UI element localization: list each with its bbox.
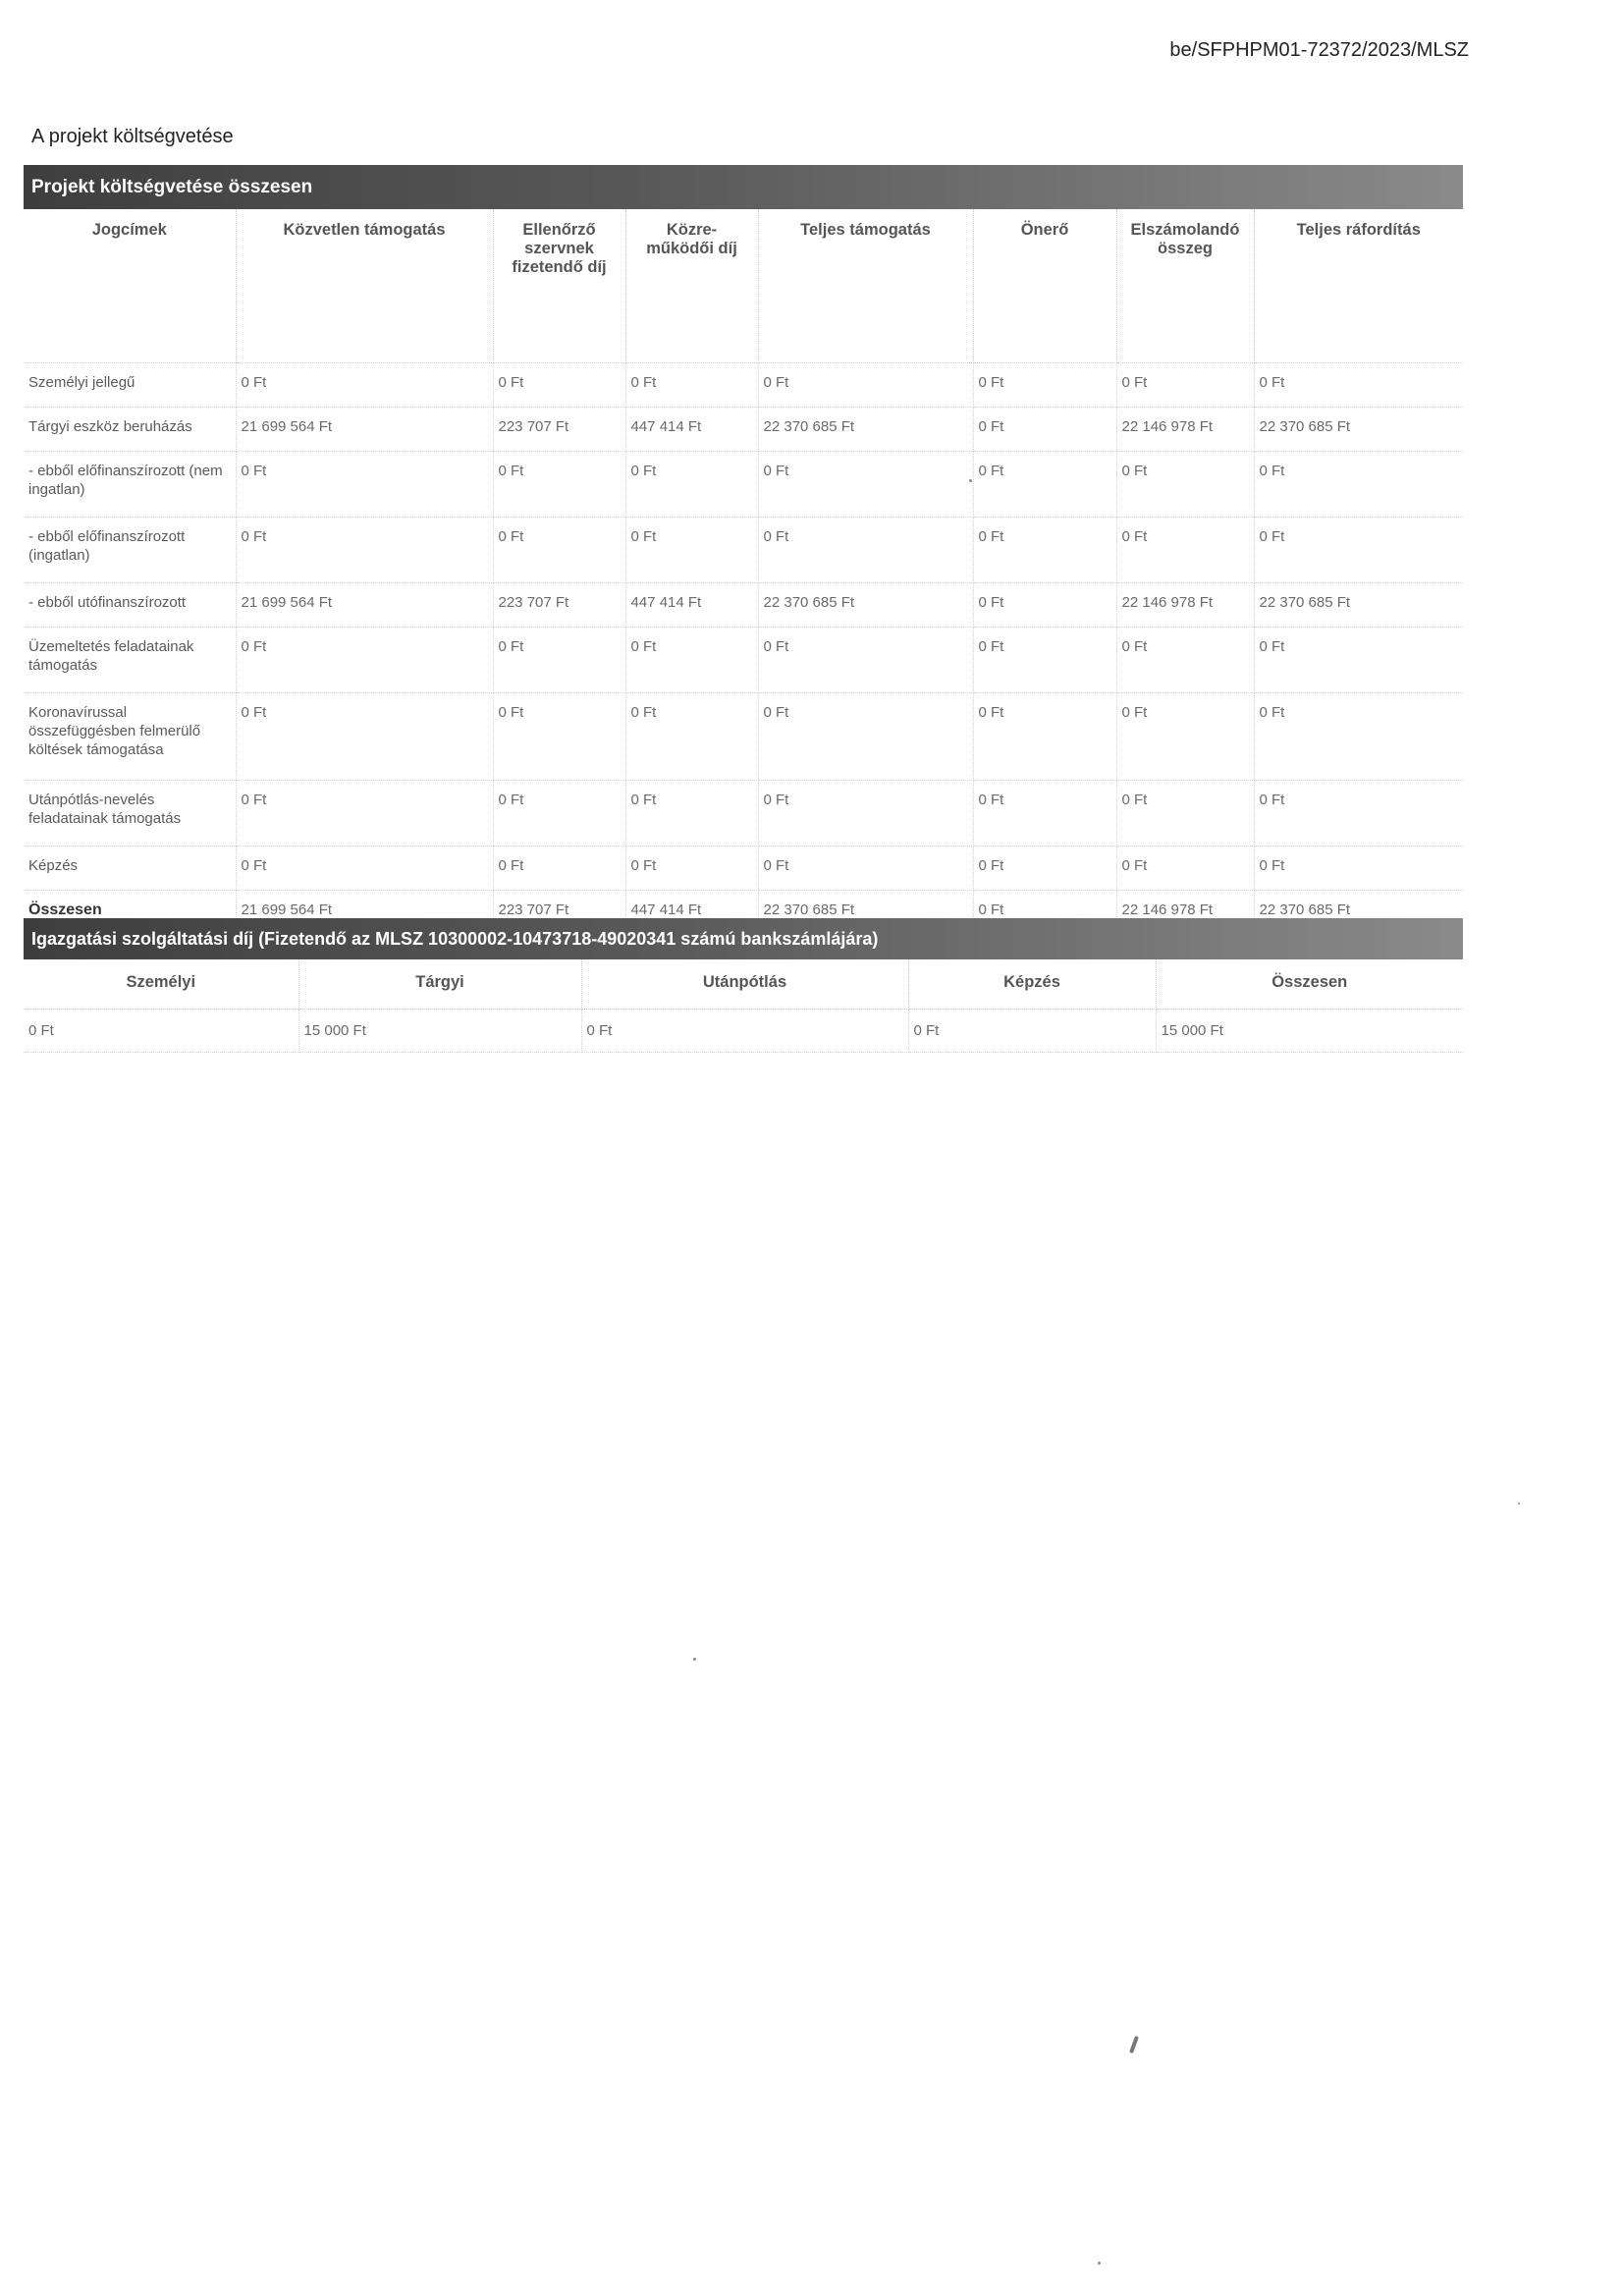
document-id: be/SFPHPM01-72372/2023/MLSZ <box>1169 39 1469 61</box>
row-label: Utánpótlás-nevelés feladatainak támogatás <box>24 780 236 846</box>
table-cell: 0 Ft <box>625 846 758 890</box>
row-label: - ebből utófinanszírozott <box>24 582 236 627</box>
table-cell: 0 Ft <box>758 362 973 407</box>
budget-header-row <box>24 209 1463 362</box>
table-cell: 0 Ft <box>493 780 625 846</box>
table-cell: 447 414 Ft <box>625 407 758 451</box>
table-cell: 0 Ft <box>1116 780 1254 846</box>
table-cell: 0 Ft <box>1116 517 1254 582</box>
table-cell: 22 370 685 Ft <box>1254 582 1463 627</box>
fee-szemelyi-value: 0 Ft <box>24 1009 298 1052</box>
header-teljes-raforditas: Teljes ráfordítás <box>1254 209 1463 362</box>
row-label: Koronavírussal összefüggésben felmerülő költések támogatása <box>24 692 236 780</box>
table-cell: 0 Ft <box>758 692 973 780</box>
header-szemelyi: Személyi <box>24 959 298 1009</box>
table-cell: 0 Ft <box>973 407 1116 451</box>
fee-targyi-value: 15 000 Ft <box>298 1009 581 1052</box>
table-cell: 0 Ft <box>758 517 973 582</box>
budget-band-title: Projekt költségvetése összesen <box>24 165 1463 209</box>
row-label: - ebből előfinanszírozott (nem ingatlan) <box>24 451 236 517</box>
table-cell: 0 Ft <box>1116 846 1254 890</box>
header-targyi: Tárgyi <box>298 959 581 1009</box>
table-cell: 0 Ft <box>625 627 758 692</box>
table-cell: 0 Ft <box>1254 451 1463 517</box>
fee-header-row <box>24 959 1463 1009</box>
table-cell: 0 Ft <box>973 780 1116 846</box>
scan-speck <box>1518 1503 1520 1504</box>
table-cell: 22 146 978 Ft <box>1116 890 1254 934</box>
table-cell: 0 Ft <box>1254 627 1463 692</box>
table-cell: 0 Ft <box>493 517 625 582</box>
table-cell: 22 370 685 Ft <box>1254 890 1463 934</box>
fee-band-title: Igazgatási szolgáltatási díj (Fizetendő az MLSZ 10300002-10473718-49020341 számú bankszámlájára) <box>24 918 1463 959</box>
table-cell: 0 Ft <box>1116 451 1254 517</box>
table-cell: 0 Ft <box>1254 362 1463 407</box>
header-teljes-tamogatas: Teljes támogatás <box>758 209 973 362</box>
table-cell: 0 Ft <box>1254 517 1463 582</box>
table-cell: 0 Ft <box>973 846 1116 890</box>
table-cell: 0 Ft <box>758 627 973 692</box>
header-kepzes: Képzés <box>908 959 1156 1009</box>
row-label: Személyi jellegű <box>24 362 236 407</box>
header-onero: Önerő <box>973 209 1116 362</box>
table-cell: 0 Ft <box>236 692 493 780</box>
table-row <box>24 582 1463 627</box>
table-cell: 0 Ft <box>973 582 1116 627</box>
table-cell: 0 Ft <box>625 451 758 517</box>
table-cell: 0 Ft <box>973 362 1116 407</box>
scan-speck <box>1129 2036 1139 2053</box>
table-row <box>24 517 1463 582</box>
header-ellenorzo-dij: Ellenőrző szervnek fizetendő díj <box>493 209 625 362</box>
table-cell: 0 Ft <box>236 517 493 582</box>
table-cell: 0 Ft <box>493 451 625 517</box>
budget-table <box>24 209 1463 935</box>
table-cell: 223 707 Ft <box>493 407 625 451</box>
budget-summary-section <box>24 165 1463 935</box>
header-jogcimek: Jogcímek <box>24 209 236 362</box>
section-title: A projekt költségvetése <box>31 126 234 147</box>
table-cell: 0 Ft <box>236 362 493 407</box>
row-label: Képzés <box>24 846 236 890</box>
table-cell: 0 Ft <box>1116 627 1254 692</box>
table-cell: 0 Ft <box>973 890 1116 934</box>
table-cell: 22 370 685 Ft <box>758 890 973 934</box>
table-row <box>24 451 1463 517</box>
table-cell: 0 Ft <box>973 627 1116 692</box>
table-cell: 447 414 Ft <box>625 582 758 627</box>
table-cell: 21 699 564 Ft <box>236 890 493 934</box>
fee-kepzes-value: 0 Ft <box>908 1009 1156 1052</box>
table-cell: 22 146 978 Ft <box>1116 407 1254 451</box>
table-row <box>24 846 1463 890</box>
table-cell: 0 Ft <box>625 362 758 407</box>
table-cell: 0 Ft <box>758 846 973 890</box>
row-label: Üzemeltetés feladatainak támogatás <box>24 627 236 692</box>
row-label: Összesen <box>24 890 236 934</box>
header-elszamolando-osszeg: Elszámolandó összeg <box>1116 209 1254 362</box>
table-cell: 21 699 564 Ft <box>236 582 493 627</box>
table-cell: 0 Ft <box>236 846 493 890</box>
table-cell: 0 Ft <box>493 846 625 890</box>
table-row <box>24 1009 1463 1052</box>
table-row <box>24 780 1463 846</box>
table-cell: 22 146 978 Ft <box>1116 582 1254 627</box>
table-cell: 0 Ft <box>625 517 758 582</box>
table-cell: 0 Ft <box>493 627 625 692</box>
table-cell: 0 Ft <box>1254 692 1463 780</box>
row-label: - ebből előfinanszírozott (ingatlan) <box>24 517 236 582</box>
table-cell: 0 Ft <box>1116 362 1254 407</box>
administrative-fee-section <box>24 918 1463 1053</box>
table-row <box>24 692 1463 780</box>
table-cell: 21 699 564 Ft <box>236 407 493 451</box>
table-cell: 0 Ft <box>1116 692 1254 780</box>
table-row <box>24 627 1463 692</box>
fee-osszesen-value: 15 000 Ft <box>1156 1009 1463 1052</box>
table-cell: 0 Ft <box>625 780 758 846</box>
fee-table <box>24 959 1463 1053</box>
table-cell: 22 370 685 Ft <box>758 407 973 451</box>
table-cell: 0 Ft <box>973 517 1116 582</box>
row-label: Tárgyi eszköz beruházás <box>24 407 236 451</box>
table-cell: 0 Ft <box>758 780 973 846</box>
table-cell: 0 Ft <box>493 362 625 407</box>
scan-speck <box>693 1658 696 1661</box>
table-cell: 22 370 685 Ft <box>1254 407 1463 451</box>
scan-speck <box>1098 2262 1101 2265</box>
table-cell: 0 Ft <box>236 780 493 846</box>
table-cell: 447 414 Ft <box>625 890 758 934</box>
table-cell: 0 Ft <box>1254 780 1463 846</box>
table-cell: 223 707 Ft <box>493 890 625 934</box>
header-osszesen: Összesen <box>1156 959 1463 1009</box>
table-cell: 0 Ft <box>493 692 625 780</box>
table-cell: 22 370 685 Ft <box>758 582 973 627</box>
table-cell: 0 Ft <box>973 451 1116 517</box>
table-cell: 0 Ft <box>973 692 1116 780</box>
table-cell: 0 Ft <box>625 692 758 780</box>
table-cell: 0 Ft <box>1254 846 1463 890</box>
table-row <box>24 407 1463 451</box>
table-cell: 0 Ft <box>758 451 973 517</box>
header-kozvetlen-tamogatas: Közvetlen támogatás <box>236 209 493 362</box>
table-cell: 0 Ft <box>236 451 493 517</box>
header-kozremukodoi-dij: Közre-működői díj <box>625 209 758 362</box>
table-cell: 0 Ft <box>236 627 493 692</box>
scan-speck <box>969 479 972 482</box>
fee-utanpotlas-value: 0 Ft <box>581 1009 908 1052</box>
table-cell: 223 707 Ft <box>493 582 625 627</box>
table-row <box>24 362 1463 407</box>
header-utanpotlas: Utánpótlás <box>581 959 908 1009</box>
